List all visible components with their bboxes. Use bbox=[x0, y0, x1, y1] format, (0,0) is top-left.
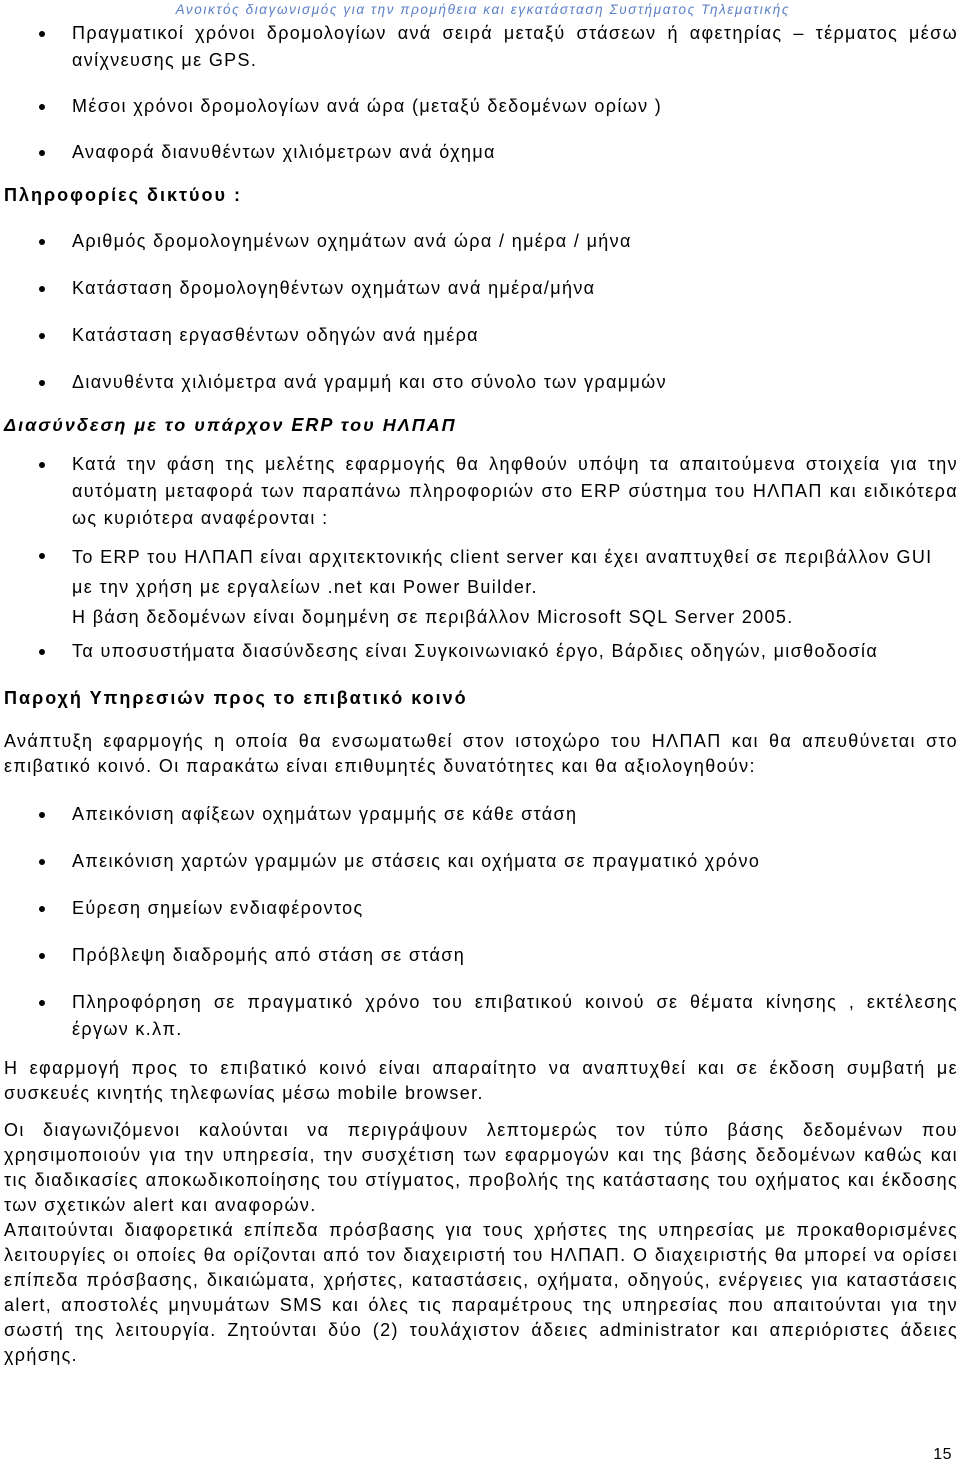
document-body bbox=[4, 20, 958, 1368]
list-item: Απεικόνιση αφίξεων οχημάτων γραμμής σε κάθε στάση bbox=[4, 801, 958, 828]
page-number: 15 bbox=[933, 1446, 952, 1463]
db-line: Η βάση δεδομένων είναι δομημένη σε περιβάλλον Microsoft SQL Server 2005. bbox=[72, 607, 794, 627]
paragraph: Η εφαρμογή προς το επιβατικό κοινό είναι απαραίτητο να αναπτυχθεί και σε έκδοση συμβατή με συσκευές κινητής τηλεφωνίας μέσω mobile browser. bbox=[4, 1058, 958, 1103]
list-item: Το ERP του ΗΛΠΑΠ είναι αρχιτεκτονικής client server και έχει αναπτυχθεί σε περιβάλλον GUI με την χρήση με εργαλείων .net και Power Builder. bbox=[4, 542, 958, 602]
list-item: Πληροφόρηση σε πραγματικό χρόνο του επιβατικού κοινού σε θέματα κίνησης , εκτέλεσης έργων κ.λπ. bbox=[4, 989, 958, 1043]
list-item: Διανυθέντα χιλιόμετρα ανά γραμμή και στο σύνολο των γραμμών bbox=[4, 369, 958, 396]
section-heading-erp: Διασύνδεση με το υπάρχον ERP του ΗΛΠΑΠ bbox=[4, 415, 457, 435]
list-item: Απεικόνιση χαρτών γραμμών με στάσεις και οχήματα σε πραγματικό χρόνο bbox=[4, 848, 958, 875]
list-item: Πραγματικοί χρόνοι δρομολογίων ανά σειρά μεταξύ στάσεων ή αφετηρίας – τέρματος μέσω ανίχνευσης με GPS. bbox=[4, 20, 958, 74]
section-heading-services: Παροχή Υπηρεσιών προς το επιβατικό κοινό bbox=[4, 688, 468, 708]
list-item: Πρόβλεψη διαδρομής από στάση σε στάση bbox=[4, 942, 958, 969]
list-item: Τα υποσυστήματα διασύνδεσης είναι Συγκοινωνιακό έργο, Βάρδιες οδηγών, μισθοδοσία bbox=[4, 638, 958, 665]
services-intro: Ανάπτυξη εφαρμογής η οποία θα ενσωματωθεί στον ιστοχώρο του ΗΛΠΑΠ και θα απευθύνεται στο επιβατικό κοινό. Οι παρακάτω είναι επιθυμητές δυνατότητες και θα αξιολογηθούν: bbox=[4, 731, 958, 776]
list-item: Κατάσταση δρομολογηθέντων οχημάτων ανά ημέρα/μήνα bbox=[4, 275, 958, 302]
list-item: Εύρεση σημείων ενδιαφέροντος bbox=[4, 895, 958, 922]
document-header: Ανοικτός διαγωνισμός για την προμήθεια και εγκατάσταση Συστήματος Τηλεματικής bbox=[175, 2, 790, 17]
paragraph: Απαιτούνται διαφορετικά επίπεδα πρόσβασης για τους χρήστες της υπηρεσίας με προκαθορισμένες λειτουργίες οι οποίες θα ορίζονται από τον διαχειριστή του ΗΛΠΑΠ. Ο διαχειριστής θα μπορεί να ορίσει επίπεδα πρόσβασης, δικαιώματα, χρήστες, καταστάσεις, οχήματα, οδηγούς, ενέργειες για καταστάσεις alert, αποστολές μηνυμάτων SMS και όλες τις παραμέτρους της υπηρεσίας που απαιτούνται για την σωστή της λειτουργία. Ζητούνται δύο (2) τουλάχιστον άδειες administrator και απεριόριστες άδειες χρήσης. bbox=[4, 1220, 958, 1365]
list-item: Αναφορά διανυθέντων χιλιόμετρων ανά όχημα bbox=[4, 139, 958, 166]
list-item: Αριθμός δρομολογημένων οχημάτων ανά ώρα / ημέρα / μήνα bbox=[4, 228, 958, 255]
section-heading-network: Πληροφορίες δικτύου : bbox=[4, 185, 242, 205]
paragraph: Οι διαγωνιζόμενοι καλούνται να περιγράψουν λεπτομερώς τον τύπο βάσης δεδομένων που χρησιμοποιούν για την υπηρεσία, την συσχέτιση των εφαρμογών και της βάσης δεδομένων καθώς και τις διαδικασίες αποκωδικοποίησης του στίγματος, προβολής της κατάστασης του οχήματος και έκδοσης των σχετικών alert και αναφορών. bbox=[4, 1120, 958, 1215]
list-item: Μέσοι χρόνοι δρομολογίων ανά ώρα (μεταξύ δεδομένων ορίων ) bbox=[4, 93, 958, 120]
list-item: Κατάσταση εργασθέντων οδηγών ανά ημέρα bbox=[4, 322, 958, 349]
list-item: Κατά την φάση της μελέτης εφαρμογής θα ληφθούν υπόψη τα απαιτούμενα στοιχεία για την αυτόματη μεταφορά των παραπάνω πληροφοριών στο ERP σύστημα του ΗΛΠΑΠ και ειδικότερα ως κυριότερα αναφέρονται : bbox=[4, 451, 958, 532]
